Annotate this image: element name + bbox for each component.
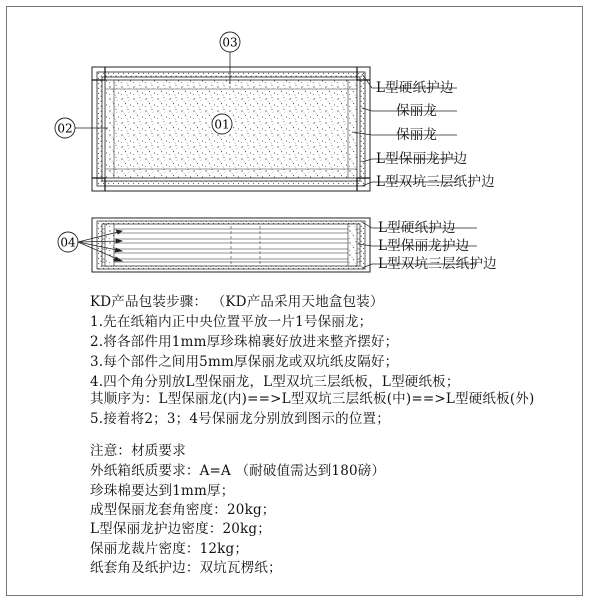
note-line: 保丽龙裁片密度：12kg； <box>90 541 249 557</box>
top-label-l-hard-paper: L型硬纸护边 <box>376 80 454 96</box>
notes-title: 注意：材质要求 <box>90 443 186 459</box>
step-line: 2.将各部件用1mm厚珍珠棉裹好放进来整齐摆好； <box>90 334 399 350</box>
side-foam-right <box>348 224 357 266</box>
step-order-line: 其顺序为：L型保丽龙(内)==>L型双坑三层纸板(中)==>L型硬纸板(外) <box>90 391 535 407</box>
marker-04-label: 04 <box>60 235 76 250</box>
step-line: 3.每个部件之间用5mm厚保丽龙或双坑纸皮隔好； <box>90 354 399 370</box>
step-line: 4.四个角分别放L型保丽龙，L型双坑三层纸板，L型硬纸板； <box>90 374 460 390</box>
side-inner <box>102 224 360 266</box>
top-label-l-double-wall: L型双坑三层纸护边 <box>376 174 495 190</box>
step-line: 1.先在纸箱内正中央位置平放一片1号保丽龙； <box>90 314 373 330</box>
note-line: L型保丽龙护边密度：20kg； <box>90 521 271 537</box>
note-line: 珍珠棉要达到1mm厚； <box>90 483 235 499</box>
marker-02-label: 02 <box>57 121 73 136</box>
side-label-l-double-wall: L型双坑三层纸护边 <box>378 256 497 272</box>
side-label-l-hard-paper: L型硬纸护边 <box>378 220 456 236</box>
side-foam-left <box>105 224 114 266</box>
note-line: 外纸箱纸质要求：A=A （耐破值需达到180磅） <box>90 463 386 479</box>
note-line: 成型保丽龙套角密度：20kg； <box>90 502 276 518</box>
top-label-foam-2: 保丽龙 <box>396 127 438 143</box>
marker-01 <box>212 114 232 134</box>
marker-03-label: 03 <box>222 35 238 50</box>
marker-01-label: 01 <box>214 117 230 132</box>
steps-title: KD产品包装步骤： （KD产品采用天地盒包装） <box>90 294 384 310</box>
side-box-view <box>92 218 370 272</box>
top-label-l-foam-edge: L型保丽龙护边 <box>376 151 468 167</box>
side-label-l-foam-edge: L型保丽龙护边 <box>378 238 470 254</box>
top-label-foam-1: 保丽龙 <box>396 103 438 119</box>
note-line: 纸套角及纸护边：双坑瓦楞纸； <box>90 560 282 576</box>
step-line: 5.接着将2；3；4号保丽龙分别放到图示的位置； <box>90 411 390 427</box>
